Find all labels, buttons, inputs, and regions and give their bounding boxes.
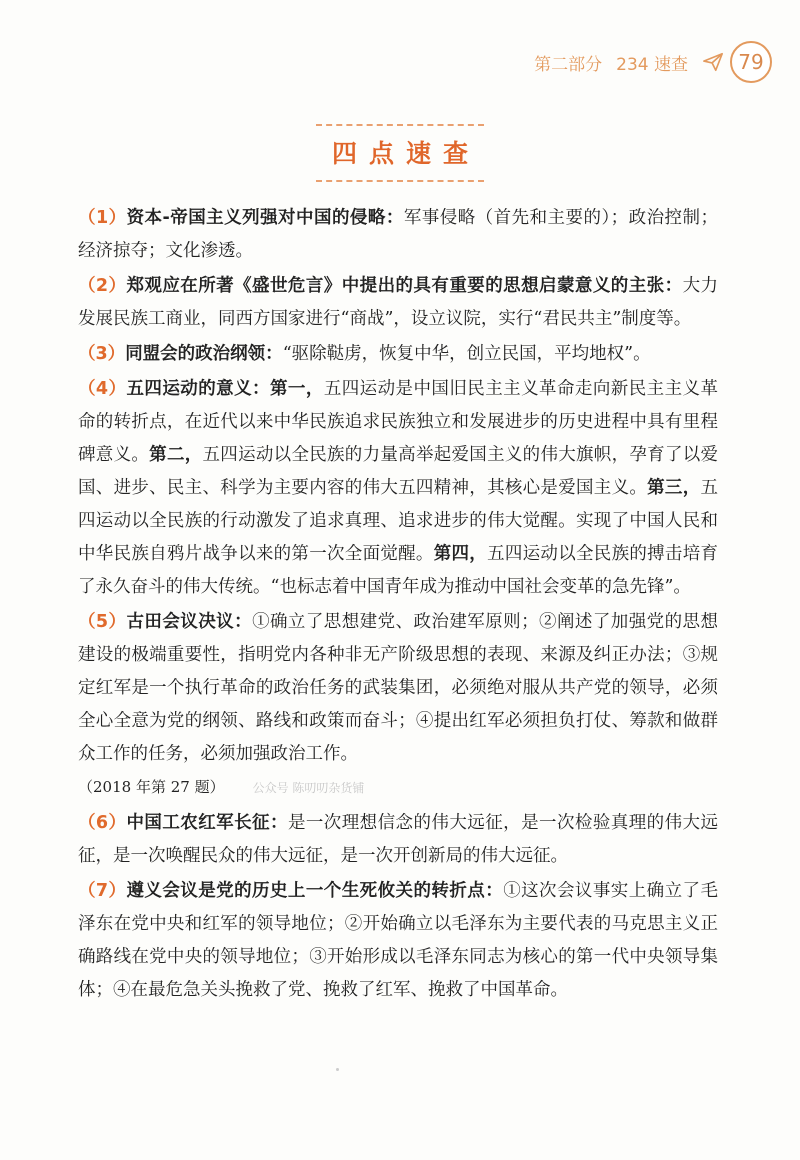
item-5	[78, 606, 718, 805]
point-label: 第四，	[433, 544, 488, 564]
item-heading: 遵义会议是党的历史上一个生死攸关的转折点：	[126, 881, 504, 901]
item-7	[78, 875, 718, 1007]
item-text: 五四运动以全民族的力量高举起爱国主义的伟大旗帜，孕育了以爱国、进步、民主、科学为主要内容的伟大五四精神，其核心是爱国主义。	[78, 445, 719, 498]
item-number: （5）	[78, 612, 127, 632]
watermark: 公众号 陈叨叨杂货铺	[252, 781, 365, 795]
paper-plane-icon	[702, 51, 724, 73]
item-4	[78, 373, 718, 604]
item-heading: 五四运动的意义：	[126, 379, 270, 399]
item-text: “驱除鞑虏，恢复中华，创立民国，平均地权”。	[282, 344, 651, 364]
quick-reference-label: 234 速查	[616, 54, 688, 75]
item-heading: 资本-帝国主义列强对中国的侵略：	[126, 208, 404, 228]
item-text: 五四运动是中国旧民主主义革命走向新民主主义革命的转折点，在近代以来中华民族追求民族独立和发展进步的历史进程中具有里程碑意义。	[78, 379, 718, 465]
page-number-text: 79	[738, 50, 764, 74]
item-text: 大力发展民族工商业，同西方国家进行“商战”，设立议院，实行“君民共主”制度等。	[78, 276, 718, 329]
item-number: （6）	[78, 813, 127, 833]
item-text: 是一次理想信念的伟大远征，是一次检验真理的伟大远征，是一次唤醒民众的伟大远征，是一次开创新局的伟大远征。	[78, 813, 718, 866]
item-number: （3）	[78, 344, 126, 364]
item-3	[78, 338, 718, 371]
title-area	[0, 124, 800, 182]
point-label: 第二，	[149, 445, 203, 465]
item-heading: 郑观应在所著《盛世危言》中提出的具有重要的思想启蒙意义的主张：	[126, 276, 683, 296]
item-text: ①确立了思想建党、政治建军原则；②阐述了加强党的思想建设的极端重要性，指明党内各种非无产阶级思想的表现、来源及纠正办法；③规定红军是一个执行革命的政治任务的武装集团，必须绝对服从共产党的领导，必须全心全意为党的纲领、路线和政策而奋斗；④提出红军必须担负打仗、筹款和做群众工作的任务，必须加强政治工作。	[78, 612, 718, 764]
page-header	[534, 40, 772, 84]
item-heading: 中国工农红军长征：	[126, 813, 288, 833]
item-heading: 同盟会的政治纲领：	[125, 344, 283, 364]
decorative-dot	[336, 1068, 339, 1071]
item-heading: 古田会议决议：	[126, 612, 253, 632]
item-1	[78, 202, 718, 268]
item-number: （2）	[78, 276, 127, 296]
item-number: （7）	[78, 881, 127, 901]
point-label: 第一，	[270, 379, 324, 399]
point-label: 第三，	[647, 478, 701, 498]
item-number: （1）	[78, 208, 127, 228]
page-number	[730, 41, 772, 83]
item-number: （4）	[78, 379, 127, 399]
item-text: 军事侵略（首先和主要的）；政治控制；经济掠夺；文化渗透。	[78, 208, 718, 261]
exam-reference: （2018 年第 27 题）	[78, 778, 225, 796]
section-title: 四点速查	[316, 124, 484, 182]
content-body	[78, 202, 718, 1009]
item-2	[78, 270, 718, 336]
item-text: ①这次会议事实上确立了毛泽东在党中央和红军的领导地位；②开始确立以毛泽东为主要代表的马克思主义正确路线在党中央的领导地位；③开始形成以毛泽东同志为核心的第一代中央领导集体；④在最危急关头挽救了党、挽救了红军、挽救了中国革命。	[78, 881, 718, 1000]
section-label: 第二部分	[534, 54, 603, 75]
item-text: 五四运动以全民族的搏击培育了永久奋斗的伟大传统。“也标志着中国青年成为推动中国社会变革的急先锋”。	[78, 544, 719, 597]
item-6	[78, 807, 718, 873]
item-text: 五四运动以全民族的行动激发了追求真理、追求进步的伟大觉醒。实现了中国人民和中华民族自鸦片战争以来的第一次全面觉醒。	[78, 478, 718, 564]
